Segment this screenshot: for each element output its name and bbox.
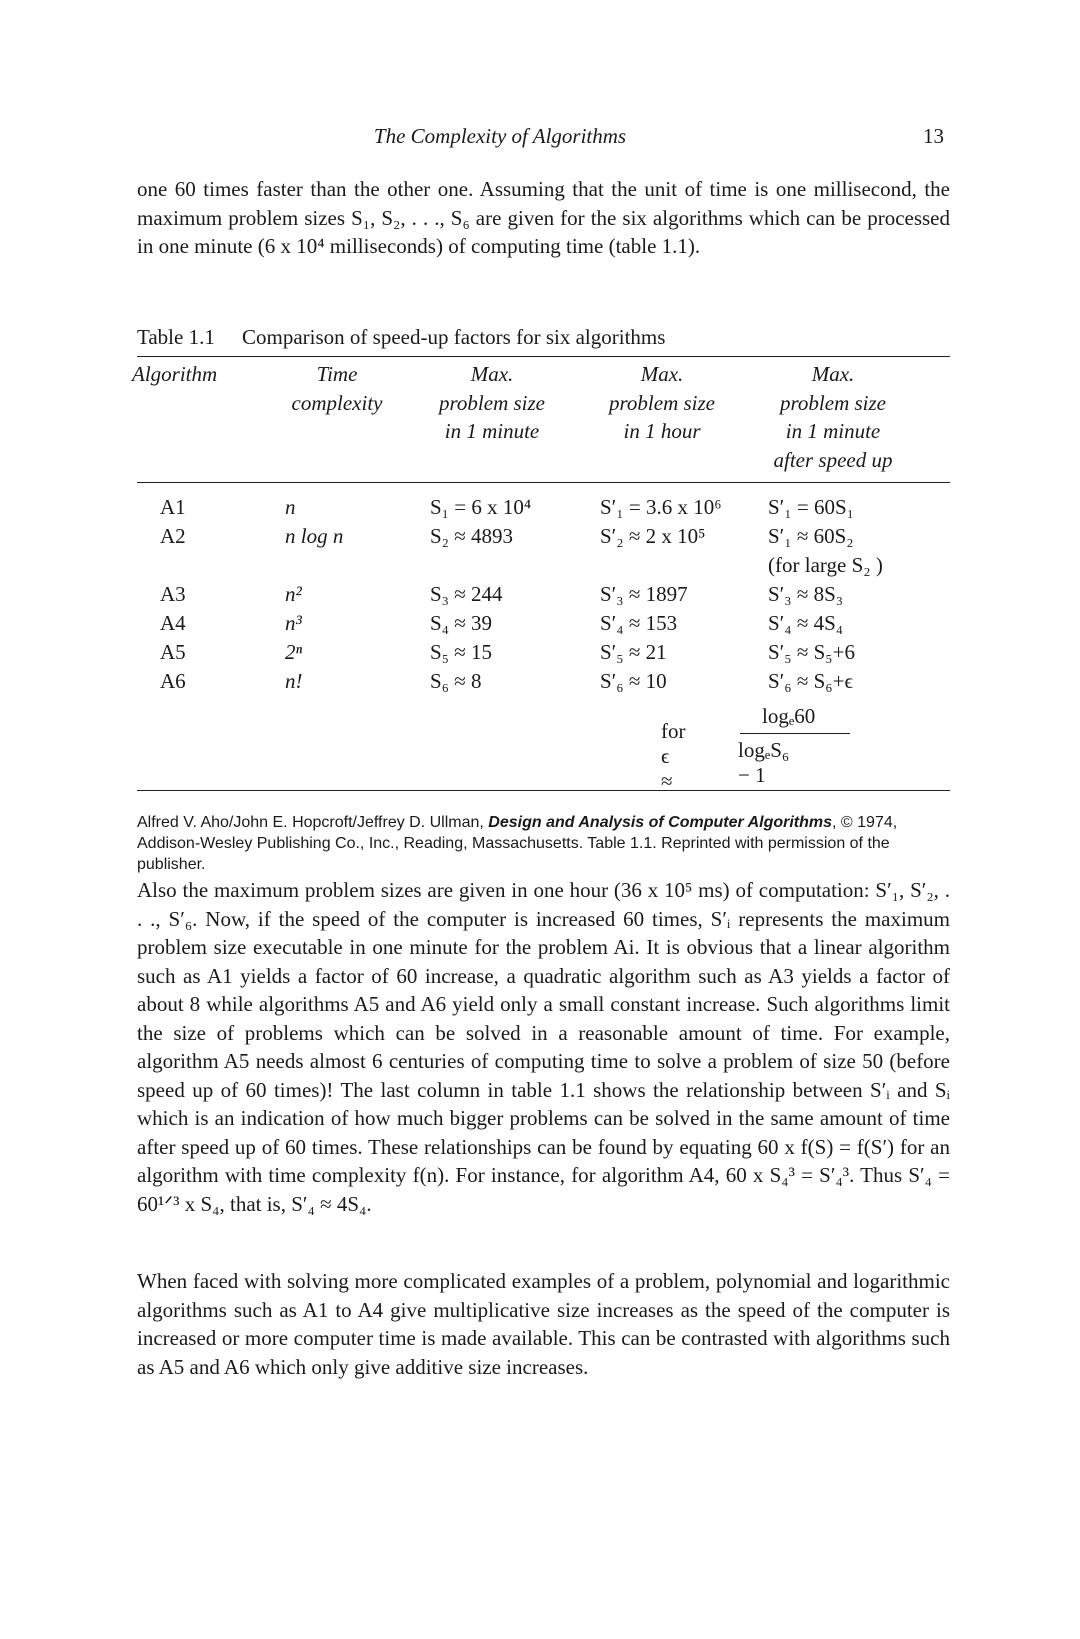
header-max-hour — [592, 360, 732, 446]
table-cell-algorithm: A6 — [160, 669, 186, 693]
table-caption — [137, 325, 665, 350]
intro-paragraph: one 60 times faster than the other one. Assuming that the unit of time is one millisecond, the maximum problem sizes S₁, S₂, . . ., S₆ are given for the six algorithms which can be processed in one minute (6 x 10⁴ milliseconds) of computing time (table 1.1). — [137, 177, 950, 258]
table-cell-hour: S′₆ ≈ 10 — [600, 669, 667, 693]
header-speedup-line: Max. — [811, 362, 855, 386]
table-cell-minute: S₃ ≈ 244 — [430, 582, 503, 606]
table-cell-hour: S′₁ = 3.6 x 10⁶ — [600, 495, 722, 519]
header-time-complexity — [272, 360, 402, 417]
table-cell-minute: S₅ ≈ 15 — [430, 640, 493, 664]
table-cell-minute: S₂ ≈ 4893 — [430, 524, 514, 548]
header-speedup-line: in 1 minute — [785, 419, 881, 443]
table-cell-complexity: 2ⁿ — [285, 640, 303, 664]
header-max-minute — [422, 360, 562, 446]
credit-book-title: Design and Analysis of Computer Algorithms — [488, 814, 833, 831]
table-caption-number: Table 1.1 — [137, 325, 215, 349]
header-minute-line: problem size — [439, 390, 545, 415]
header-minute-line: in 1 minute — [444, 419, 540, 443]
table-cell-speedup: S′₄ ≈ 4S₄ — [768, 611, 844, 635]
table-cell-speedup: S′₁ ≈ 60S₂ — [768, 524, 854, 548]
header-hour-line: Max. — [640, 362, 684, 386]
table-cell-algorithm: A5 — [160, 640, 186, 664]
table-cell-algorithm: A3 — [160, 582, 186, 606]
table-top-rule — [137, 356, 950, 357]
table-cell-minute: S₄ ≈ 39 — [430, 611, 493, 635]
table-cell-speedup: S′₆ ≈ S₆+ϵ — [768, 669, 853, 693]
formula-numerator: logₑ60 — [762, 704, 816, 728]
credit-publication: , © 1974, Addison-Wesley Publishing Co., Inc., Reading, Massachusetts. Table 1.1. Reprinted with permission of the publisher. — [137, 814, 898, 873]
table-cell-speedup: S′₁ = 60S₁ — [768, 495, 854, 519]
table-cell-hour: S′₃ ≈ 1897 — [600, 582, 688, 606]
table-cell-complexity: n! — [285, 669, 303, 693]
table-cell-minute: S₆ ≈ 8 — [430, 669, 482, 693]
running-title: The Complexity of Algorithms — [373, 124, 627, 148]
header-hour-line: problem size — [609, 390, 715, 415]
body-paragraph: When faced with solving more complicated examples of a problem, polynomial and logarithmic algorithms such as A1 to A4 give multiplicative size increases as the speed of the computer is increased or more computer time is made available. This can be contrasted with algorithms such as A5 and A6 which only give additive size increases. — [137, 1269, 950, 1379]
page-number: 13 — [923, 124, 944, 148]
table-bottom-rule — [137, 790, 950, 791]
table-cell-hour: S′₄ ≈ 153 — [600, 611, 678, 635]
header-max-speedup — [758, 360, 908, 474]
formula-fraction-bar — [740, 733, 850, 734]
table-caption-text: Comparison of speed-up factors for six algorithms — [242, 325, 666, 349]
table-cell-algorithm: A2 — [160, 524, 186, 548]
header-time-line: Time — [316, 362, 358, 386]
table-cell-hour: S′₂ ≈ 2 x 10⁵ — [600, 524, 706, 548]
table-cell-complexity: n — [285, 495, 296, 519]
header-algorithm-line: Algorithm — [132, 362, 218, 386]
header-minute-line: Max. — [470, 362, 514, 386]
header-hour-line: in 1 hour — [623, 419, 701, 443]
table-cell-speedup: S′₃ ≈ 8S₃ — [768, 582, 844, 606]
table-cell-complexity: n log n — [285, 524, 344, 548]
table-header-rule — [137, 482, 950, 483]
formula-denominator: logₑS₆ − 1 — [738, 738, 790, 787]
formula-lead: for ϵ ≈ — [661, 719, 686, 793]
credit-authors: Alfred V. Aho/John E. Hopcroft/Jeffrey D. Ullman, — [137, 814, 489, 831]
running-head — [0, 124, 1080, 154]
body-paragraph: Also the maximum problem sizes are given in one hour (36 x 10⁵ ms) of computation: S′₁, S′₂, . . ., S′₆. Now, if the speed of the computer is increased 60 times, S′ᵢ represents the maximum problem size executable in one minute for the problem Ai. It is obvious that a linear algorithm such as A1 yields a factor of 60 increase, a quadratic algorithm such as A3 yields a factor of about 8 while algorithms A5 and A6 yield only a small constant increase. Such algorithms limit the size of problems which can be solved in a reasonable amount of time. For example, algorithm A5 needs almost 6 centuries of computing time to solve a problem of size 50 (before speed up of 60 times)! The last column in table 1.1 shows the relationship between S′ᵢ and Sᵢ which is an indication of how much bigger problems can be solved in the same amount of time after speed up of 60 times. These relationships can be found by equating 60 x f(S) = f(S′) for an algorithm with time complexity f(n). For instance, for algorithm A4, 60 x S₄³ = S′₄³. Thus S′₄ = 60¹ᐟ³ x S₄, that is, S′₄ ≈ 4S₄. — [137, 878, 950, 1216]
table-cell-speedup-note: (for large S₂ ) — [768, 553, 883, 577]
table-cell-complexity: n² — [285, 582, 302, 606]
table-cell-algorithm: A1 — [160, 495, 186, 519]
header-algorithm — [132, 360, 232, 389]
header-speedup-line: after speed up — [773, 447, 893, 472]
table-cell-complexity: n³ — [285, 611, 302, 635]
source-credit — [137, 812, 950, 875]
table-cell-hour: S′₅ ≈ 21 — [600, 640, 667, 664]
table-cell-algorithm: A4 — [160, 611, 186, 635]
header-time-line: complexity — [291, 390, 383, 415]
header-speedup-line: problem size — [780, 390, 886, 415]
table-cell-speedup: S′₅ ≈ S₅+6 — [768, 640, 855, 664]
table-cell-minute: S₁ = 6 x 10⁴ — [430, 495, 532, 519]
